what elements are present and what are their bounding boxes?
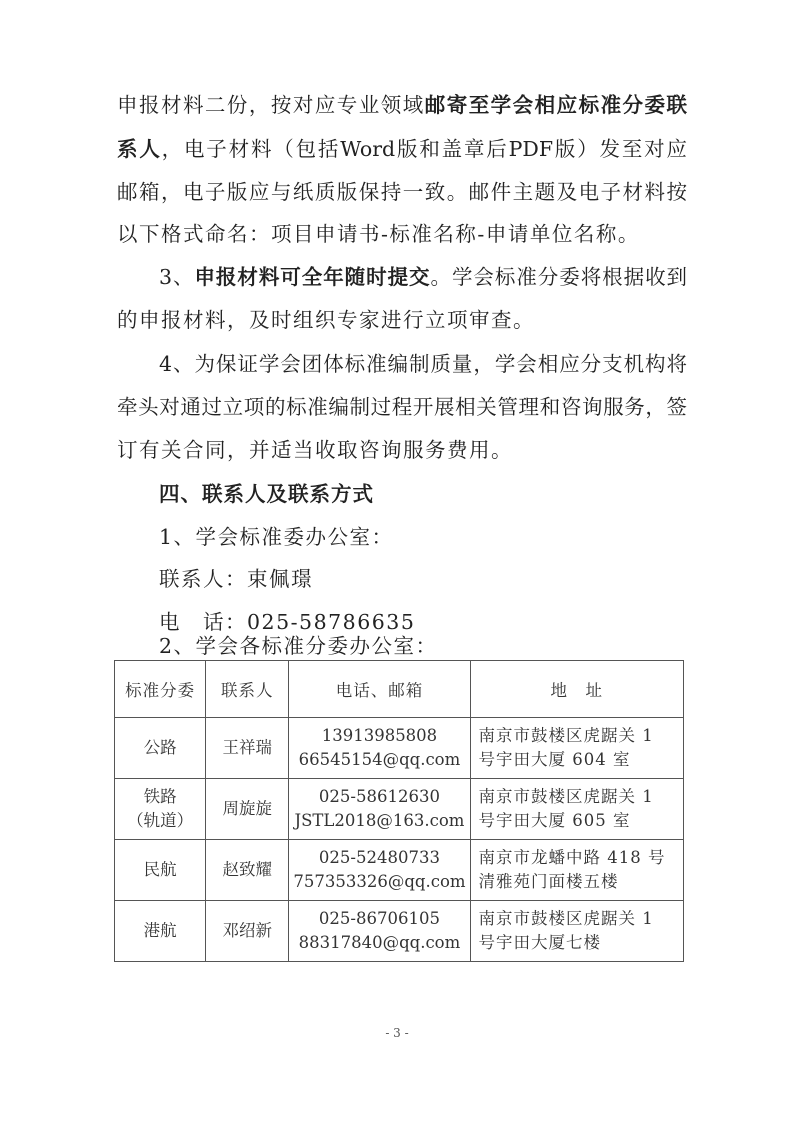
table-row bbox=[115, 718, 684, 779]
cell-phone-email bbox=[289, 779, 470, 840]
header-address: 地 址 bbox=[470, 661, 683, 718]
cell-contact: 周旋旋 bbox=[206, 779, 289, 840]
para1-line1 bbox=[117, 93, 687, 117]
cell-phone: 13913985808 bbox=[321, 726, 438, 745]
header-phone-email: 电话、邮箱 bbox=[289, 661, 470, 718]
para3-line2: 牵头对通过立项的标准编制过程开展相关管理和咨询服务，签 bbox=[117, 395, 687, 419]
para3-line3: 订有关合同，并适当收取咨询服务费用。 bbox=[117, 438, 513, 462]
cell-contact: 赵致耀 bbox=[206, 840, 289, 901]
cell-address-line1: 南京市鼓楼区虎踞关 1 bbox=[478, 909, 654, 928]
para2-line2: 的申报材料，及时组织专家进行立项审查。 bbox=[117, 308, 535, 332]
para1-line3: 邮箱，电子版应与纸质版保持一致。邮件主题及电子材料按 bbox=[117, 180, 687, 204]
office1-title: 1、学会标准委办公室： bbox=[159, 525, 394, 549]
table-row bbox=[115, 840, 684, 901]
cell-phone-email bbox=[289, 840, 470, 901]
header-committee: 标准分委 bbox=[115, 661, 206, 718]
cell-address-line2: 号宇田大厦 604 室 bbox=[478, 750, 631, 769]
para3-line1: 4、为保证学会团体标准编制质量，学会相应分支机构将 bbox=[159, 352, 687, 376]
cell-address-line1: 南京市鼓楼区虎踞关 1 bbox=[478, 726, 654, 745]
cell-committee: 港航 bbox=[115, 901, 206, 962]
cell-address-line1: 南京市鼓楼区虎踞关 1 bbox=[478, 787, 654, 806]
cell-address bbox=[470, 718, 683, 779]
cell-committee-line2: （轨道） bbox=[127, 811, 194, 830]
para1-line1-text: 申报材料二份，按对应专业领域 bbox=[117, 93, 425, 117]
cell-address-line2: 号宇田大厦 605 室 bbox=[478, 811, 631, 830]
cell-address-line2: 清雅苑门面楼五楼 bbox=[478, 872, 619, 891]
cell-email: JSTL2018@163.com bbox=[294, 811, 465, 830]
para1-line2-text: ，电子材料（包括Word版和盖章后PDF版）发至对应 bbox=[161, 137, 688, 161]
cell-email: 88317840@qq.com bbox=[298, 933, 461, 952]
para2-rest: 。学会标准分委将根据收到 bbox=[430, 265, 688, 289]
office1-contact: 联系人：束佩璟 bbox=[159, 567, 313, 591]
cell-committee: 公路 bbox=[115, 718, 206, 779]
office2-title: 2、学会各标准分委办公室： bbox=[159, 634, 438, 658]
table-row bbox=[115, 901, 684, 962]
page-number: - 3 - bbox=[385, 1026, 409, 1040]
section4-heading: 四、联系人及联系方式 bbox=[159, 482, 374, 506]
cell-contact: 王祥瑞 bbox=[206, 718, 289, 779]
para1-line4: 以下格式命名：项目申请书-标准名称-申请单位名称。 bbox=[117, 222, 640, 246]
office1-phone: 电 话：025-58786635 bbox=[159, 610, 416, 634]
cell-phone-email bbox=[289, 718, 470, 779]
para2-line1 bbox=[159, 265, 687, 289]
cell-address-line1: 南京市龙蟠中路 418 号 bbox=[478, 848, 666, 867]
cell-phone-email bbox=[289, 901, 470, 962]
cell-contact: 邓绍新 bbox=[206, 901, 289, 962]
cell-email: 66545154@qq.com bbox=[298, 750, 461, 769]
cell-phone: 025-52480733 bbox=[318, 848, 440, 867]
cell-committee: 民航 bbox=[115, 840, 206, 901]
cell-address bbox=[470, 840, 683, 901]
cell-address bbox=[470, 779, 683, 840]
cell-address-line2: 号宇田大厦七楼 bbox=[478, 933, 602, 952]
cell-committee bbox=[115, 779, 206, 840]
cell-phone: 025-58612630 bbox=[318, 787, 440, 806]
cell-email: 757353326@qq.com bbox=[293, 872, 466, 891]
contacts-table bbox=[114, 660, 684, 962]
header-contact: 联系人 bbox=[206, 661, 289, 718]
para1-line2 bbox=[117, 137, 687, 161]
para1-line2-bold: 系人 bbox=[117, 137, 162, 161]
para2-prefix: 3、 bbox=[159, 265, 195, 289]
cell-committee-line1: 铁路 bbox=[143, 787, 177, 806]
cell-address bbox=[470, 901, 683, 962]
para1-line1-bold: 邮寄至学会相应标准分委联 bbox=[424, 93, 688, 117]
table-header-row bbox=[115, 661, 684, 718]
table-row bbox=[115, 779, 684, 840]
cell-phone: 025-86706105 bbox=[318, 909, 440, 928]
para2-bold: 申报材料可全年随时提交 bbox=[194, 265, 431, 289]
